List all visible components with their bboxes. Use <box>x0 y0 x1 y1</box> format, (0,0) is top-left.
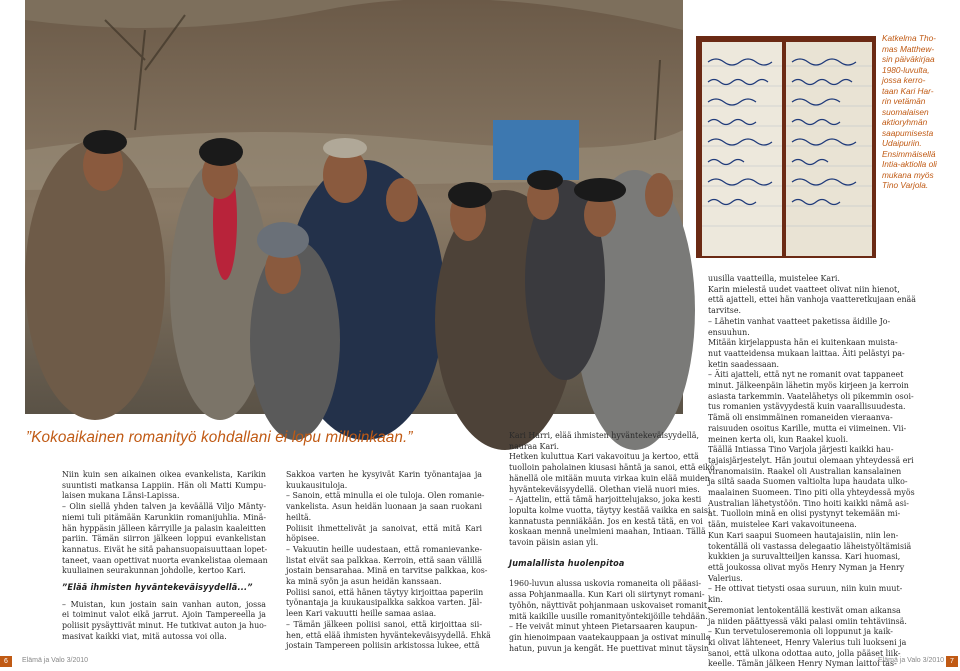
caption-line: jossa kerro- <box>882 75 926 85</box>
text-line: uusilla vaatteilla, muistelee Kari. <box>708 274 840 283</box>
text-line: työhön, näyttivät pohjanmaan uskovaiset romanit, <box>509 600 710 610</box>
text-line: Australian lähetystöön. Tino hoiti kaikki nämä asi- <box>708 498 909 508</box>
text-line: leen Kari vakuutti heille samaa asiaa. <box>286 609 437 619</box>
text-line: maalainen Suomeen. Tino piti olla yhteydessä myös <box>708 488 915 498</box>
text-line: viranomaisiin. Raakel oli Australian kansalainen <box>708 466 902 476</box>
pull-quote: ”Kokoaikainen romanityö kohdallani ei lopu milloinkaan.” <box>26 429 413 446</box>
col3-paragraph-2 <box>509 579 711 654</box>
text-line: kuukausituloja. <box>286 480 348 490</box>
text-line: masivat kaikki viat, mitä autossa voi olla. <box>62 631 227 641</box>
text-line: – He veivät minut yhteen Pietarsaaren kaupun- <box>509 622 698 632</box>
text-line: tajaisjärjestelyt. Hän joutui olemaan yhteydessä eri <box>708 455 914 465</box>
text-line: tokentällä oli vastassa delegaatio läheistyöltämisiä <box>708 541 912 551</box>
text-line: suuntisti matkansa Lappiin. Hän oli Matti Kumpu- <box>62 480 266 490</box>
caption-line: Udaipuriin. <box>882 138 922 148</box>
article-column-2 <box>286 470 491 652</box>
text-line: tuolloin paholainen kiusasi häntä ja sanoi, että eikö <box>509 463 715 473</box>
caption-line: Intia-aktiolla oli <box>882 159 937 169</box>
text-line: tarvitse. <box>708 306 742 316</box>
text-line: kukkien ja suruvaltteiljen kanssa. Kari huomasi, <box>708 552 901 562</box>
text-line: Tämä oli ensimmäinen romaneiden vieraanva- <box>708 413 893 423</box>
text-line: Kari Harri, elää ihmisten hyväntekeväisyydellä, <box>509 431 699 440</box>
text-line: hatun, puvun ja kengät. He puettivat minut täysin <box>509 643 709 653</box>
text-line: Karin mielestä uudet vaatteet olivat niin hienot, <box>708 284 900 294</box>
text-line: Täällä Intiassa Tino Varjola järjesti kaikki hau- <box>708 445 894 455</box>
col2-text <box>286 470 491 652</box>
text-line: – Kun tervetuloseremonia oli loppunut ja kaik- <box>708 627 893 637</box>
text-line: ensuuhun. <box>708 327 750 337</box>
text-line: meinen kerta oli, kun Raakel kuoli. <box>708 434 849 444</box>
text-line: assa Pohjanmaalla. Kun Kari oli siirtynyt romani- <box>509 590 705 600</box>
caption-line: Katkelma Tho- <box>882 33 936 43</box>
text-line: höpisee. <box>286 534 320 544</box>
text-line: listat eivät saa palkkaa. Kerroin, että saan välillä <box>286 555 482 565</box>
text-line: Sakkoa varten he kysyivät Karin työnantajaa ja <box>286 470 482 479</box>
col1-paragraph-2 <box>62 600 266 643</box>
text-line: kuuliainen seurakunnan johdolle, kertoo Kari. <box>62 566 246 576</box>
text-line: minut. Jälkeenpäin lähetin myös kirjeen ja kerroin <box>708 381 909 391</box>
text-line: – Muistan, kun jostain sain vanhan auton, jossa <box>62 599 266 609</box>
text-line: – Vakuutin heille uudestaan, että romanievanke- <box>286 544 482 554</box>
text-line: laisen mukana Länsi-Lapissa. <box>62 491 180 501</box>
text-line: nauraa Kari. <box>509 441 559 451</box>
text-line: ketin saadessaan. <box>708 359 780 369</box>
text-line: Poliisit ihmettelivät ja sanoivat, että mitä Kari <box>286 523 482 533</box>
text-line: – He ottivat tietysti osaa suruun, niin kuin muut- <box>708 584 903 594</box>
caption-line: sin päiväkirjaa <box>882 54 935 64</box>
text-line: lopulta kolme vuotta, täytyy kestää vaikka en saisi <box>509 505 711 515</box>
text-line: koskaan mennä unelmieni maahan, Intiaan. Tällä <box>509 527 706 537</box>
text-line: työnantaja ja kuukausipalkka sakkoa varten. Jäl- <box>286 598 482 608</box>
text-line: gin hienoimpaan vaatekauppaan ja ostivat minulle <box>509 632 711 642</box>
text-line: että ajatteli, ettei hän vanhoja vaatteretkujaan enää <box>708 295 916 305</box>
caption-line: saapumisesta <box>882 127 934 138</box>
text-line: Niin kuin sen aikainen oikea evankelista, Karikin <box>62 470 266 479</box>
text-line: jostain bensarahaa. Minä en tarvitse palkkaa, kos- <box>286 566 488 576</box>
text-line: ka minä syön ja asun heidän kanssaan. <box>286 577 442 587</box>
text-line: – Sanoin, että minulla ei ole tuloja. Olen romanie- <box>286 491 485 501</box>
text-line: ja niiden päättyessä väki palasi omiin tehtäviinsä. <box>708 616 907 626</box>
main-photo <box>25 0 683 414</box>
text-line: hen, että elää ihmisten hyväntekeväisyydellä. Ehkä <box>286 630 491 640</box>
text-line: pariin. Tämän siirron jälkeen loppui evankelistan <box>62 534 266 544</box>
text-line: ja siltä saada Suomen valtiolta lupa haudata ulko- <box>708 477 908 487</box>
text-line: ki olivat lähteneet, Henry Valerius tuli luokseni ja <box>708 637 907 647</box>
text-line: Seremoniat lentokentällä kestivät oman aikansa <box>708 605 901 615</box>
text-line: Mitään kirjelappusta hän ei kuitenkaan muista- <box>708 338 898 348</box>
text-line: nut vaatteidensa mukaan laittaa. Äiti pelästyi pa- <box>708 348 905 358</box>
text-line: mitä kaikille uusille romanityöntekijöille tehdään. <box>509 611 708 621</box>
text-line: – Tämän jälkeen poliisi sanoi, että kirjoittaa sii- <box>286 619 482 629</box>
caption-line: rin vetämän <box>882 96 926 106</box>
caption-line: Tino Varjola. <box>882 180 929 190</box>
text-line: hänellä ole mitään muuta virkaa kuin elää muiden <box>509 473 710 483</box>
text-line: raisuuden osoitus Karille, mutta ei viimeinen. Vii- <box>708 423 907 433</box>
caption-line: aktioryhmän <box>882 117 928 127</box>
col3-paragraph-1 <box>509 431 715 549</box>
text-line: at. Tuolloin minä en olisi pystynyt tekemään mi- <box>708 509 901 519</box>
footer-left: Elämä ja Valo 3/2010 <box>22 657 89 664</box>
subheading-providence: Jumalallista huolenpitoa <box>509 558 625 569</box>
article-column-1 <box>62 470 266 643</box>
text-line: poliisit pysäyttivät minut. He tutkivat auton ja huo- <box>62 621 267 631</box>
subheading-charity: ”Elää ihmisten hyväntekeväisyydellä...” <box>62 583 253 594</box>
diary-photo <box>696 36 876 258</box>
text-line: hän hyppäsin jälleen kärryille ja palasin kaaleitten <box>62 523 266 533</box>
caption-line: Ensimmäisellä <box>882 148 936 159</box>
caption-line: mas Matthew- <box>882 43 935 54</box>
text-line: kannatus. Eivät he sitä pahansuopaisuuttaan lopet- <box>62 544 268 554</box>
text-line: tään, muistelee Kari vakavoituneena. <box>708 520 857 530</box>
text-line: asiasta tarkemmin. Vaatelähetys oli pikemmin osoi- <box>708 391 914 401</box>
text-line: taneet, vaan opettivat nuorta evankelistaa olemaan <box>62 555 268 565</box>
page-number-right: 7 <box>946 656 958 667</box>
text-line: keelle. Tämän jälkeen Henry Nyman laittoi tas- <box>708 659 897 669</box>
text-line: sanoi, että ulkona odottaa auto, jolla pääset liik- <box>708 648 901 658</box>
text-line: jostain Tampereen poliisin arkistossa lukee, että <box>286 641 480 651</box>
text-line: kannatusta penniäkään. Jos en kestä tätä, en voi <box>509 516 703 526</box>
caption-line: taan Kari Har- <box>882 85 934 96</box>
text-line: niemi tuli pitämään Karunkiin romanijuhlia. Minä- <box>62 512 266 522</box>
caption-line: suomalaisen <box>882 106 929 117</box>
article-column-3 <box>509 431 715 654</box>
text-line: tus romanien ystävyydestä kuin vaarallisuudesta. <box>708 402 906 412</box>
text-line: tavoin päisin asian yli. <box>509 538 599 548</box>
text-line: Kun Kari saapui Suomeen hautajaisiin, niin len- <box>708 530 899 540</box>
text-line: hyväntekeväisyydellä. Olethan vielä nuori mies. <box>509 484 700 494</box>
text-line: – Olin siellä yhden talven ja keväällä Viljo Mänty- <box>62 502 266 512</box>
page-number-left: 6 <box>0 656 12 667</box>
text-line: Poliisi sanoi, että hänen täytyy kirjoittaa paperiin <box>286 587 484 597</box>
text-line: ei toiminut valot eikä jarrut. Ajoin Tampereella ja <box>62 610 266 620</box>
text-line: Hetken kuluttua Kari vakavoituu ja kertoo, että <box>509 452 699 462</box>
caption-line: mukana myös <box>882 169 934 180</box>
text-line: heiltä. <box>286 512 312 522</box>
text-line: – Lähetin vanhat vaatteet paketissa äidille Jo- <box>708 316 891 326</box>
footer-right: Elämä ja Valo 3/2010 <box>878 657 945 664</box>
text-line: – Äiti ajatteli, että nyt ne romanit ovat tappaneet <box>708 370 904 380</box>
text-line: vankelista. Asun heidän luonaan ja saan ruokani <box>286 502 482 512</box>
caption-line: 1980-luvulta, <box>882 64 930 75</box>
photo-caption <box>882 33 956 191</box>
text-line: – Ajattelin, että tämä harjoittelujakso, joka kesti <box>509 495 702 505</box>
col1-paragraph-1 <box>62 470 266 577</box>
text-line: että joukossa olivat myös Henry Nyman ja Henry <box>708 562 905 572</box>
text-line: Valerius. <box>708 573 743 583</box>
text-line: 1960-luvun alussa uskovia romaneita oli pääasi- <box>509 579 702 589</box>
text-line: kin. <box>708 595 723 605</box>
